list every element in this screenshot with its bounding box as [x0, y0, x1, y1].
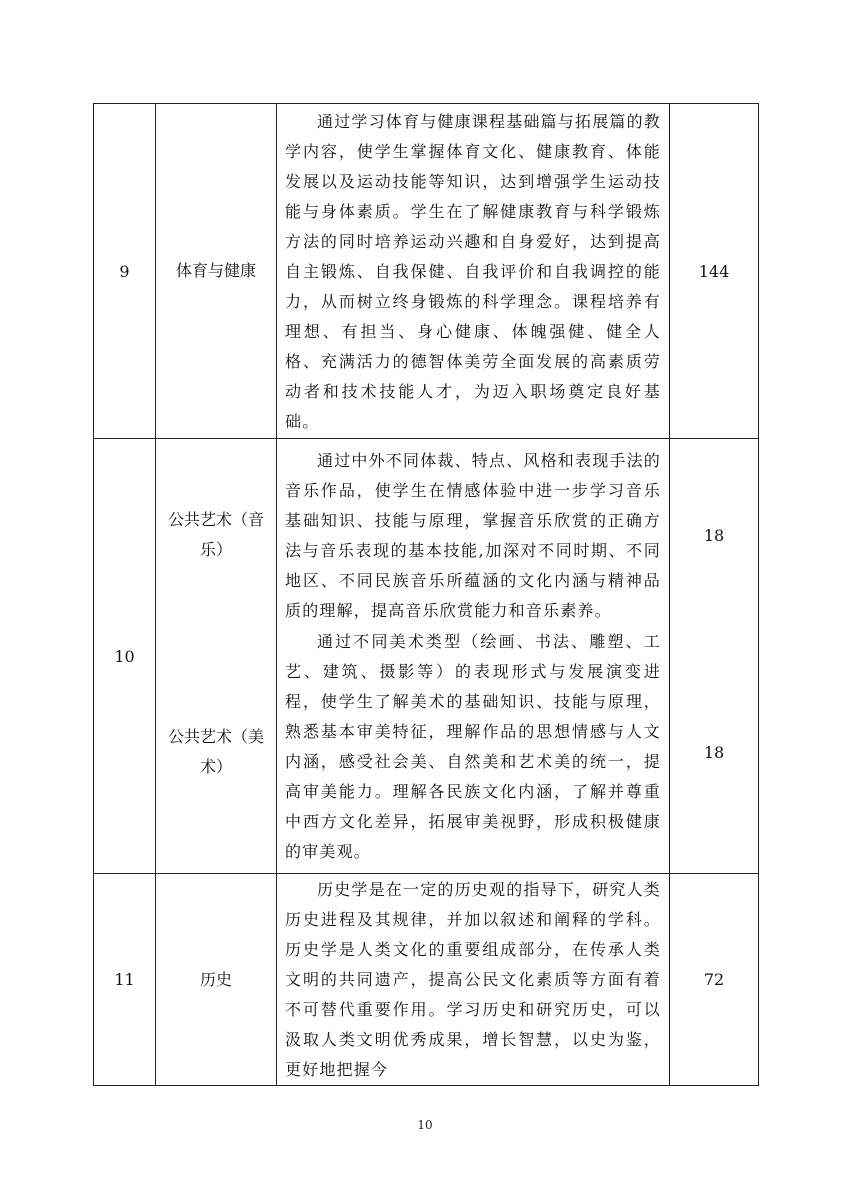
course-name-text: 体育与健康: [175, 261, 256, 280]
course-hours: 72: [670, 874, 759, 1086]
course-table: [93, 103, 759, 1086]
course-number: 10: [94, 439, 156, 874]
course-description-text: 通过中外不同体裁、特点、风格和表现手法的音乐作品，使学生在情感体验中进一步学习音乐基础知识、技能与原理，掌握音乐欣赏的正确方法与音乐表现的基本技能,加深对不同时期、不同地区、不同民族音乐所蕴涵的文化内涵与精神品质的理解，提高音乐欣赏能力和音乐素养。: [285, 451, 662, 620]
course-description-text: 通过学习体育与健康课程基础篇与拓展篇的教学内容，使学生掌握体育文化、健康教育、体能发展以及运动技能等知识，达到增强学生运动技能与身体素质。学生在了解健康教育与科学锻炼方法的同时培养运动兴趣和自身爱好，达到提高自主锻炼、自我保健、自我评价和自我调控的能力，从而树立终身锻炼的科学理念。课程培养有理想、有担当、身心健康、体魄强健、健全人格、充满活力的德智体美劳全面发展的高素质劳动者和技术技能人才，为迈入职场奠定良好基础。: [285, 111, 662, 431]
course-subname-cell: [156, 439, 276, 631]
course-hours-group: [670, 439, 759, 874]
table-row: [94, 439, 759, 874]
course-name-text: 公共艺术（美术）: [167, 727, 264, 776]
course-description-text: 通过不同美术类型（绘画、书法、雕塑、工艺、建筑、摄影等）的表现形式与发展演变进程，使学生了解美术的基础知识、技能与原理，熟悉基本审美特征，理解作品的思想情感与人文内涵，感受社会美、自然美和艺术美的统一，提高审美能力。理解各民族文化内涵，了解并尊重中西方文化差异，拓展审美视野，形成积极健康的审美观。: [285, 632, 661, 861]
course-name-split: [156, 439, 276, 873]
course-description: [277, 104, 670, 439]
table-row: [94, 874, 759, 1086]
course-number: 11: [94, 874, 156, 1086]
page-number: 10: [417, 1118, 433, 1132]
course-description-text: 历史学是在一定的历史观的指导下，研究人类历史进程及其规律，并加以叙述和阐释的学科。历史学是人类文化的重要组成部分，在传承人类文明的共同遗产，提高公民文化素质等方面有着不可替代重要作用。学习历史和研究历史，可以汲取人类文明优秀成果，增长智慧，以史为鉴，更好地把握今: [285, 880, 662, 1079]
course-hours-split: [670, 439, 758, 873]
table-row: [94, 104, 759, 439]
course-name: [156, 104, 277, 439]
course-name-text: 历史: [199, 969, 232, 989]
course-name-text: 公共艺术（音乐）: [167, 510, 264, 559]
course-description: [277, 439, 670, 874]
course-name: [156, 874, 277, 1086]
course-hours: 144: [670, 104, 759, 439]
course-hours-cell: 18: [703, 742, 725, 762]
course-subname-cell: [156, 631, 276, 873]
course-description: [277, 874, 670, 1086]
course-hours-cell: 18: [703, 525, 725, 545]
course-number: 9: [94, 104, 156, 439]
course-name-group: [156, 439, 277, 874]
